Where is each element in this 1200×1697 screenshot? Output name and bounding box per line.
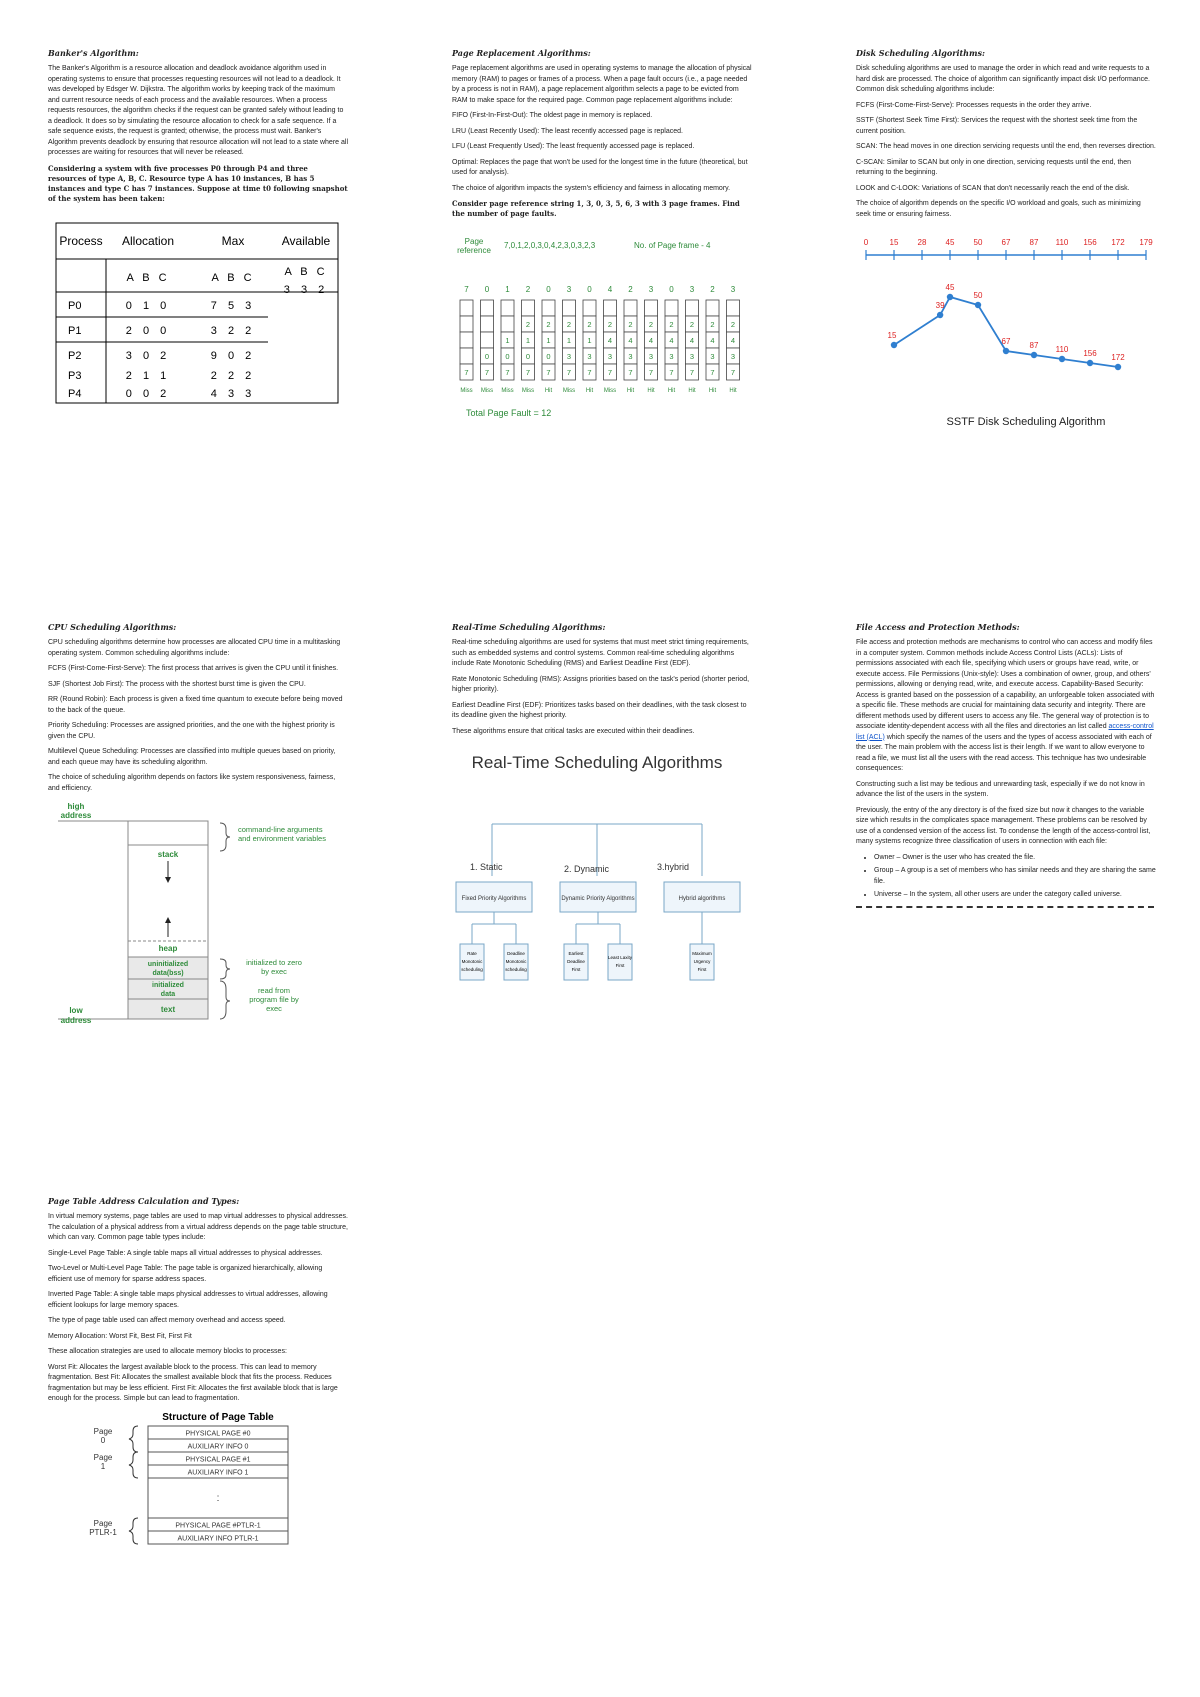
frame-value: 3 bbox=[587, 352, 592, 361]
realtime-paragraph: Earliest Deadline First (EDF): Prioritizes tasks based on their deadlines, with the task closest to its deadline given the highest priority. bbox=[452, 701, 747, 719]
bankers-table bbox=[48, 217, 348, 407]
table-cell: P3 bbox=[68, 369, 82, 382]
annotation-text: read from bbox=[257, 986, 291, 995]
request-point bbox=[891, 342, 897, 348]
frame-value: 7 bbox=[505, 368, 510, 377]
disk-paragraph: LOOK and C-LOOK: Variations of SCAN that don't necessarily reach the end of the disk. bbox=[856, 184, 1130, 192]
fault-status: Hit bbox=[626, 388, 635, 394]
file-section bbox=[856, 622, 1156, 908]
user-class-list bbox=[856, 853, 1156, 901]
pt-row: AUXILIARY INFO PTLR-1 bbox=[177, 1535, 259, 1542]
request-label: 15 bbox=[887, 331, 897, 340]
heap-label: heap bbox=[158, 944, 178, 953]
reference-value: 3 bbox=[648, 285, 654, 294]
cpu-paragraph: Multilevel Queue Scheduling: Processes are classified into multiple queues based on priority, and each queue may have its scheduling algorithm. bbox=[48, 748, 336, 766]
leaf-text: First bbox=[697, 967, 707, 972]
cpu-paragraph: CPU scheduling algorithms determine how processes are allocated CPU time in a multitasking operating system. Common scheduling algorithms include: bbox=[48, 639, 341, 657]
leaf-text: Earliest bbox=[568, 951, 584, 956]
table-cell: 9 0 2 bbox=[210, 349, 256, 362]
cpu-paragraph: The choice of scheduling algorithm depends on factors like system responsiveness, fairness, and efficiency. bbox=[48, 774, 336, 792]
pagetable-paragraph: Memory Allocation: Worst Fit, Best Fit, First Fit bbox=[48, 1332, 192, 1340]
low-address-label: low bbox=[69, 1006, 83, 1015]
request-point bbox=[975, 302, 981, 308]
ref-label: Page bbox=[464, 237, 484, 246]
request-label: 87 bbox=[1029, 341, 1039, 350]
annotation-text: by exec bbox=[261, 967, 287, 976]
frame-value: 1 bbox=[587, 336, 592, 345]
bankers-title: Banker's Algorithm: bbox=[48, 48, 139, 58]
frame-value: 7 bbox=[566, 368, 572, 377]
cpu-paragraph: FCFS (First-Come-First-Serve): The first process that arrives is given the CPU until it finishes. bbox=[48, 665, 339, 672]
axis-tick-label: 110 bbox=[1055, 238, 1069, 247]
disk-paragraph: SCAN: The head moves in one direction servicing requests until the end, then reverses direction. bbox=[856, 143, 1156, 150]
page-label: 1 bbox=[100, 1461, 106, 1471]
pagetable-paragraph: Two-Level or Multi-Level Page Table: The page table is organized hierarchically, allowing efficient use of memory for sparse address spaces. bbox=[48, 1265, 323, 1283]
table-cell: P0 bbox=[68, 299, 82, 312]
request-label: 67 bbox=[1001, 337, 1011, 346]
table-cell: 2 0 0 bbox=[125, 324, 171, 337]
leaf-text: Urgency bbox=[693, 959, 711, 964]
frame-cell bbox=[460, 348, 473, 364]
frame-value: 3 bbox=[689, 352, 695, 361]
high-address-label: high bbox=[67, 802, 85, 811]
frame-value: 0 bbox=[505, 352, 510, 361]
reference-value: 2 bbox=[628, 285, 633, 294]
frame-value: 0 bbox=[484, 352, 490, 361]
pagetable-section bbox=[48, 1196, 348, 1555]
fault-status: Hit bbox=[688, 388, 696, 394]
frame-value: 4 bbox=[648, 336, 654, 345]
disk-title: Disk Scheduling Algorithms: bbox=[856, 48, 985, 58]
fixed-priority-box: Fixed Priority Algorithms bbox=[461, 896, 527, 902]
leaf-text: Rate bbox=[467, 951, 477, 956]
axis-tick-label: 50 bbox=[973, 238, 983, 247]
leaf-text: Least Laxity bbox=[607, 955, 633, 960]
table-cell: P1 bbox=[68, 324, 82, 337]
reference-value: 1 bbox=[505, 285, 510, 294]
reference-value: 4 bbox=[607, 285, 613, 294]
frame-value: 4 bbox=[710, 336, 715, 345]
table-cell: 3 0 2 bbox=[125, 349, 171, 362]
request-label: 156 bbox=[1083, 349, 1097, 358]
fault-status: Hit bbox=[544, 388, 553, 394]
file-paragraph: Previously, the entry of the any directory is of the fixed size but now it changes to the variable size which results in the complicates space management. These problems can be resolved by use of a condensed version of the access list. To condense the length of the access-control list, many systems recognize three classification of users in connection with each file: bbox=[856, 806, 1151, 845]
fault-status: Hit bbox=[729, 388, 737, 394]
frame-value: 4 bbox=[730, 336, 736, 345]
request-point bbox=[947, 294, 953, 300]
frame-cell bbox=[481, 316, 494, 332]
table-cell: 0 0 2 bbox=[125, 387, 171, 400]
fault-status: Miss bbox=[460, 388, 473, 394]
fault-status: Hit bbox=[708, 388, 717, 394]
reference-value: 3 bbox=[566, 285, 572, 294]
pt-dots: : bbox=[216, 1492, 220, 1504]
annotation-text: initialized to zero bbox=[246, 958, 302, 967]
request-point bbox=[1059, 356, 1065, 362]
frame-value: 1 bbox=[505, 336, 510, 345]
bankers-sub-available: A B C bbox=[284, 265, 328, 278]
pagetable-paragraph: In virtual memory systems, page tables are used to map virtual addresses to physical addresses. The calculation of a physical address from a virtual address depends on the page table structure, which can vary. Common page table types include: bbox=[48, 1213, 349, 1241]
frame-cell bbox=[686, 300, 699, 316]
frame-value: 2 bbox=[587, 320, 592, 329]
page-frame-grid bbox=[460, 285, 740, 394]
axis-ticks bbox=[864, 238, 1153, 260]
frame-value: 4 bbox=[607, 336, 613, 345]
frame-value: 3 bbox=[648, 352, 654, 361]
frame-value: 7 bbox=[607, 368, 613, 377]
frame-value: 7 bbox=[484, 368, 490, 377]
chart-caption: SSTF Disk Scheduling Algorithm bbox=[946, 416, 1106, 428]
realtime-section bbox=[452, 622, 752, 1031]
frame-value: 7 bbox=[710, 368, 715, 377]
cpu-section bbox=[48, 622, 348, 1034]
paging-paragraph: The choice of algorithm impacts the system's efficiency and fairness in allocating memory. bbox=[452, 184, 731, 192]
ref-label: reference bbox=[457, 246, 491, 255]
fault-status: Hit bbox=[647, 388, 655, 394]
frame-value: 2 bbox=[628, 320, 633, 329]
annotation-text: and environment variables bbox=[238, 834, 326, 843]
frame-value: 7 bbox=[669, 368, 674, 377]
paging-problem: Consider page reference string 1, 3, 0, 3, 5, 6, 3 with 3 page frames. Find the number of page faults. bbox=[452, 199, 740, 218]
frame-cell bbox=[727, 300, 740, 316]
stack-label: stack bbox=[157, 850, 179, 859]
request-point bbox=[1115, 364, 1121, 370]
frame-cell bbox=[460, 332, 473, 348]
frame-value: 3 bbox=[566, 352, 572, 361]
table-cell: P2 bbox=[68, 349, 82, 362]
sstf-chart bbox=[856, 233, 1156, 433]
leaf-text: First bbox=[615, 963, 625, 968]
paging-title: Page Replacement Algorithms: bbox=[452, 48, 591, 58]
bankers-h-max: Max bbox=[221, 233, 245, 248]
file-title: File Access and Protection Methods: bbox=[856, 622, 1020, 632]
file-paragraph: Constructing such a list may be tedious and unrewarding task, especially if we do not know in advance the list of the users in the system. bbox=[856, 780, 1145, 798]
realtime-title: Real-Time Scheduling Algorithms: bbox=[452, 622, 606, 632]
paging-section bbox=[452, 48, 752, 430]
frames-label: No. of Page frame - 4 bbox=[634, 241, 711, 250]
frame-value: 3 bbox=[730, 352, 736, 361]
fault-status: Hit bbox=[667, 388, 676, 394]
frame-value: 4 bbox=[689, 336, 695, 345]
fault-status: Miss bbox=[521, 388, 535, 394]
frame-value: 4 bbox=[669, 336, 674, 345]
fault-status: Hit bbox=[585, 388, 594, 394]
table-cell: 3 3 2 bbox=[283, 283, 329, 296]
frame-value: 3 bbox=[669, 352, 674, 361]
cpu-title: CPU Scheduling Algorithms: bbox=[48, 622, 177, 632]
frame-cell bbox=[583, 300, 596, 316]
table-cell: P4 bbox=[68, 387, 82, 400]
request-point bbox=[1031, 352, 1037, 358]
page-label: 0 bbox=[100, 1435, 106, 1445]
cpu-paragraph: SJF (Shortest Job First): The process with the shortest burst time is given the CPU. bbox=[48, 680, 306, 688]
leaf-text: Deadline bbox=[567, 959, 585, 964]
axis-tick-label: 156 bbox=[1083, 238, 1097, 247]
data-label: data bbox=[160, 991, 176, 998]
disk-paragraph: C-SCAN: Similar to SCAN but only in one direction, servicing requests until the end, then returning to the beginning. bbox=[856, 158, 1132, 176]
disk-paragraph: SSTF (Shortest Seek Time First): Services the request with the shortest seek time from the current position. bbox=[856, 117, 1138, 135]
reference-value: 0 bbox=[484, 285, 490, 294]
bankers-h-available: Available bbox=[281, 233, 331, 248]
section-divider bbox=[856, 906, 1154, 908]
axis-tick-label: 87 bbox=[1029, 238, 1039, 247]
bankers-sub-max: A B C bbox=[211, 271, 255, 284]
frame-value: 0 bbox=[525, 352, 531, 361]
frame-cell bbox=[542, 300, 555, 316]
frame-value: 2 bbox=[648, 320, 654, 329]
frame-value: 7 bbox=[587, 368, 592, 377]
frame-value: 1 bbox=[546, 336, 551, 345]
reference-value: 3 bbox=[689, 285, 695, 294]
realtime-paragraph: Real-time scheduling algorithms are used for systems that must meet strict timing requirements, such as embedded systems and control systems. Common real-time scheduling algorithms include Rate Monotonic Scheduling (RMS) and Earliest Deadline First (EDF). bbox=[452, 639, 749, 667]
pagetable-title: Page Table Address Calculation and Types: bbox=[48, 1196, 240, 1206]
disk-paragraph: The choice of algorithm depends on the specific I/O workload and goals, such as minimizing seek time or ensuring fairness. bbox=[856, 200, 1141, 218]
frame-value: 7 bbox=[464, 368, 469, 377]
table-cell: 3 2 2 bbox=[210, 324, 256, 337]
frame-cell bbox=[563, 300, 576, 316]
disk-paragraph: FCFS (First-Come-First-Serve): Processes requests in the order they arrive. bbox=[856, 101, 1092, 109]
bankers-problem: Considering a system with five processes P0 through P4 and three resources of type A, B, C. Resource type A has 10 instances, B has 5 instances and type C has 7 instances. Suppose at time t0 following snapshot of the system has been taken: bbox=[48, 163, 348, 203]
page-label: PTLR-1 bbox=[89, 1527, 117, 1537]
frame-cell bbox=[624, 300, 637, 316]
file-paragraph bbox=[856, 638, 1156, 775]
bankers-h-allocation: Allocation bbox=[121, 233, 175, 248]
pagetable-paragraph: Single-Level Page Table: A single table maps all virtual addresses to physical addresses. bbox=[48, 1249, 323, 1257]
frame-cell bbox=[645, 300, 658, 316]
diagram-title: Structure of Page Table bbox=[162, 1411, 274, 1423]
disk-paragraph: Disk scheduling algorithms are used to manage the order in which read and write requests to a hard disk are processed. The choice of algorithm can significantly impact disk I/O performance. Common disk scheduling algorithms include: bbox=[856, 65, 1151, 93]
request-label: 110 bbox=[1055, 345, 1069, 354]
reference-value: 0 bbox=[587, 285, 592, 294]
pt-row: PHYSICAL PAGE #1 bbox=[185, 1456, 251, 1463]
fault-status: Miss bbox=[480, 388, 494, 394]
leaf-text: scheduling bbox=[461, 967, 483, 972]
axis-tick-label: 0 bbox=[863, 238, 869, 247]
frame-cell bbox=[501, 300, 514, 316]
request-point bbox=[1087, 360, 1093, 366]
seek-path bbox=[888, 283, 1126, 370]
page-label: Page bbox=[93, 1426, 113, 1436]
request-label: 172 bbox=[1111, 353, 1125, 362]
reference-value: 2 bbox=[525, 285, 531, 294]
frame-cell bbox=[460, 300, 473, 316]
dynamic-priority-box: Dynamic Priority Algorithms bbox=[561, 896, 635, 902]
fault-status: Miss bbox=[562, 388, 576, 394]
memory-layout-diagram bbox=[48, 799, 348, 1029]
list-item: • Group – A group is a set of members who has similar needs and they are sharing the same file. bbox=[874, 866, 1156, 887]
cpu-paragraph: Priority Scheduling: Processes are assigned priorities, and the one with the highest priority is given the CPU. bbox=[48, 722, 335, 740]
leaf-text: Monotonic bbox=[461, 959, 483, 964]
frame-value: 0 bbox=[546, 352, 551, 361]
frame-value: 2 bbox=[689, 320, 695, 329]
pagetable-paragraph: The type of page table used can affect memory overhead and access speed. bbox=[48, 1317, 286, 1324]
frame-value: 4 bbox=[628, 336, 633, 345]
total-page-fault: Total Page Fault = 12 bbox=[466, 408, 552, 418]
frame-value: 2 bbox=[546, 320, 551, 329]
leaf-text: Deadline bbox=[507, 951, 525, 956]
pt-row: PHYSICAL PAGE #PTLR-1 bbox=[175, 1522, 261, 1529]
bankers-h-process: Process bbox=[59, 233, 103, 248]
fault-status: Miss bbox=[603, 388, 617, 394]
pt-row: AUXILIARY INFO 0 bbox=[187, 1443, 249, 1450]
frame-value: 7 bbox=[546, 368, 551, 377]
bankers-section bbox=[48, 48, 348, 412]
bankers-paragraph: The Banker's Algorithm is a resource allocation and deadlock avoidance algorithm used in operating systems to ensure that processes requesting resources will not lead to a deadlock. It was developed by Edsger W. Dijkstra. The algorithm works by keeping track of the maximum and current resource needs of each process and the available resources. When a process requests resources, the algorithm checks if the request can be granted safely without leading to a deadlock. It does so by simulating the resource allocation to check for a safe sequence. If a safe sequence exists, the request is granted; otherwise, the process must wait. Banker's Algorithm prevents deadlock by ensuring that resource allocation will not lead to a state where all processes are waiting for resources that will never be released. bbox=[48, 65, 348, 156]
table-cell: 0 1 0 bbox=[125, 299, 171, 312]
frame-value: 3 bbox=[710, 352, 715, 361]
paging-paragraph: FIFO (First-In-First-Out): The oldest page in memory is replaced. bbox=[452, 112, 653, 119]
frame-value: 3 bbox=[628, 352, 633, 361]
request-label: 45 bbox=[945, 283, 955, 292]
page-fault-diagram bbox=[452, 230, 752, 425]
reference-value: 7 bbox=[464, 285, 469, 294]
frame-value: 1 bbox=[525, 336, 531, 345]
frame-cell bbox=[501, 316, 514, 332]
reference-value: 3 bbox=[730, 285, 736, 294]
request-point bbox=[1003, 348, 1009, 354]
pagetable-paragraph: Inverted Page Table: A single table maps physical addresses to virtual addresses, allowing efficient lookups for large memory spaces. bbox=[48, 1291, 328, 1309]
frame-value: 7 bbox=[648, 368, 654, 377]
paging-paragraph: LRU (Least Recently Used): The least recently accessed page is replaced. bbox=[452, 127, 683, 135]
frame-cell bbox=[481, 332, 494, 348]
frame-value: 7 bbox=[730, 368, 736, 377]
frame-value: 7 bbox=[525, 368, 531, 377]
frame-value: 2 bbox=[710, 320, 715, 329]
table-cell: 2 1 1 bbox=[125, 369, 171, 382]
frame-value: 7 bbox=[628, 368, 633, 377]
realtime-tree-diagram bbox=[452, 746, 752, 1026]
pagetable-paragraph: Worst Fit: Allocates the largest available block to the process. This can lead to memory fragmentation. Best Fit: Allocates the smallest available block that fits the process. Reduces fragmentation but may be less efficient. First Fit: Allocates the first available block that is large enough for the process. Simple but can lead to fragmentation. bbox=[48, 1363, 338, 1402]
high-address-label: address bbox=[60, 811, 92, 820]
file-text: File access and protection methods are mechanisms to control who can access and modify files in a computer system. Common methods include Access Control Lists (ACLs): Lists of permissions associated with each file, specifying which users or groups have read, write, or execute access. File Permissions (Unix-style): Uses a combination of owner, group, and others' permissions, allowing or denying read, write, and execute access. Capability-Based Security: Access is granted based on the possession of a capability, an unforgeable token associated with a specific file. These methods are crucial for maintaining data security and integrity. There are different methods used by different users to access any file. The general way of protection is to associate identity-dependent access with all the files and directories an list called bbox=[856, 639, 1155, 730]
frame-value: 2 bbox=[525, 320, 531, 329]
pt-row: PHYSICAL PAGE #0 bbox=[185, 1430, 251, 1437]
axis-tick-label: 179 bbox=[1139, 238, 1153, 247]
page-table-structure-diagram bbox=[48, 1410, 348, 1550]
file-text: which specify the names of the users and the types of access associated with each of the user. The main problem with the access list is their length. If we want to allow everyone to read a file, we must list all the users with the read access. This technique has two undesirable consequences: bbox=[856, 733, 1152, 772]
hybrid-box: Hybrid algorithms bbox=[678, 896, 726, 902]
leaf-text: Maximum bbox=[692, 951, 712, 956]
text-segment-label: text bbox=[160, 1005, 176, 1014]
list-item: • Owner – Owner is the user who has created the file. bbox=[874, 853, 1156, 864]
request-point bbox=[937, 312, 943, 318]
frame-value: 2 bbox=[566, 320, 572, 329]
fault-status: Miss bbox=[501, 388, 514, 394]
table-cell: 4 3 3 bbox=[210, 387, 256, 400]
annotation-text: exec bbox=[266, 1004, 282, 1013]
disk-section bbox=[856, 48, 1156, 438]
frame-value: 3 bbox=[607, 352, 613, 361]
data-label: initialized bbox=[152, 982, 184, 989]
frame-value: 7 bbox=[689, 368, 695, 377]
paging-paragraph: LFU (Least Frequently Used): The least frequently accessed page is replaced. bbox=[452, 143, 695, 150]
branch-dynamic: 2. Dynamic bbox=[564, 864, 610, 874]
frame-cell bbox=[604, 300, 617, 316]
frame-cell bbox=[522, 300, 535, 316]
reference-value: 0 bbox=[546, 285, 551, 294]
frame-cell bbox=[665, 300, 678, 316]
list-item: • Universe – In the system, all other users are under the category called universe. bbox=[874, 890, 1156, 901]
axis-tick-label: 67 bbox=[1001, 238, 1011, 247]
pagetable-paragraph: These allocation strategies are used to allocate memory blocks to processes: bbox=[48, 1348, 287, 1355]
axis-tick-label: 172 bbox=[1111, 238, 1125, 247]
leaf-text: First bbox=[571, 967, 581, 972]
paging-paragraph: Optimal: Replaces the page that won't be used for the longest time in the future (theoretical, but used for analysis). bbox=[452, 158, 748, 176]
realtime-paragraph: Rate Monotonic Scheduling (RMS): Assigns priorities based on the task's period (shorter period, higher priority). bbox=[452, 675, 750, 693]
realtime-paragraph: These algorithms ensure that critical tasks are executed within their deadlines. bbox=[452, 727, 695, 735]
table-cell: 2 2 2 bbox=[210, 369, 256, 382]
ref-string: 7,0,1,2,0,3,0,4,2,3,0,3,2,3 bbox=[504, 241, 596, 250]
annotation-text: command-line arguments bbox=[238, 825, 323, 834]
annotation-text: program file by bbox=[249, 995, 299, 1004]
pt-row: AUXILIARY INFO 1 bbox=[187, 1469, 249, 1476]
bankers-sub-allocation: A B C bbox=[126, 271, 170, 284]
frame-value: 2 bbox=[607, 320, 613, 329]
frame-value: 2 bbox=[730, 320, 736, 329]
request-label: 50 bbox=[973, 291, 983, 300]
frame-cell bbox=[460, 316, 473, 332]
leaf-text: scheduling bbox=[505, 967, 527, 972]
axis-tick-label: 45 bbox=[945, 238, 955, 247]
cpu-paragraph: RR (Round Robin): Each process is given a fixed time quantum to execute before being moved to the back of the queue. bbox=[48, 696, 343, 714]
frame-cell bbox=[706, 300, 719, 316]
leaf-text: Monotonic bbox=[505, 959, 527, 964]
low-address-label: address bbox=[60, 1016, 92, 1025]
branch-hybrid: 3.hybrid bbox=[657, 862, 690, 872]
diagram-title: Real-Time Scheduling Algorithms bbox=[471, 753, 723, 772]
frame-value: 1 bbox=[566, 336, 572, 345]
table-cell: 7 5 3 bbox=[210, 299, 256, 312]
request-label: 39 bbox=[935, 301, 945, 310]
paging-paragraph: Page replacement algorithms are used in operating systems to manage the allocation of physical memory (RAM) to pages or frames of a process. When a page fault occurs (i.e., a page needed by a process is not in RAM), a page replacement algorithm selects a page to be evicted from RAM to make space for the required page. Common page replacement algorithms include: bbox=[452, 65, 752, 104]
bss-label: uninitialized bbox=[147, 961, 189, 968]
acl-link[interactable]: access-control list (ACL) bbox=[856, 723, 1154, 741]
axis-tick-label: 15 bbox=[889, 238, 899, 247]
frame-cell bbox=[481, 300, 494, 316]
page-label: Page bbox=[93, 1452, 113, 1462]
branch-static: 1. Static bbox=[470, 862, 503, 872]
frame-value: 2 bbox=[669, 320, 674, 329]
reference-value: 2 bbox=[710, 285, 715, 294]
bss-label: data(bss) bbox=[152, 970, 184, 977]
page-label: Page bbox=[93, 1518, 113, 1528]
axis-tick-label: 28 bbox=[917, 238, 927, 247]
reference-value: 0 bbox=[669, 285, 674, 294]
